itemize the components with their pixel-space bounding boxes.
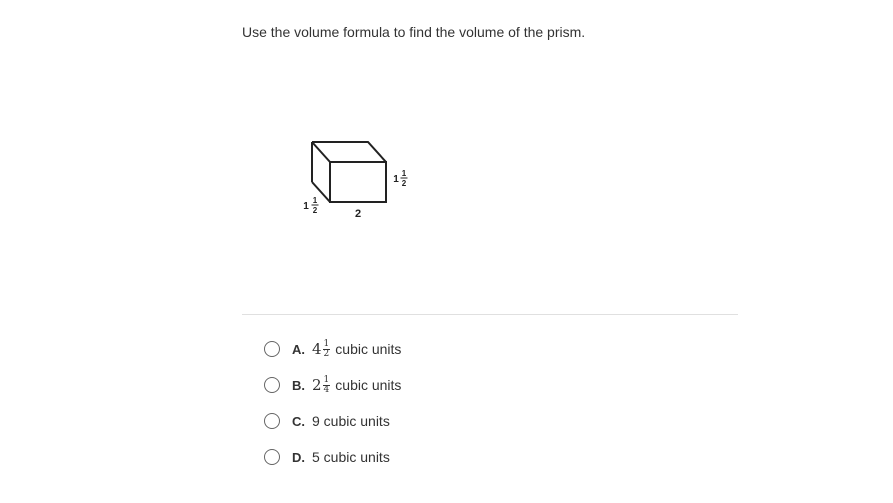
choice-c[interactable] (264, 410, 390, 432)
choice-d-answer: 5 cubic units (312, 449, 390, 465)
choice-letter: D. (292, 449, 305, 465)
svg-text:1: 1 (303, 201, 309, 212)
choice-letter: C. (292, 413, 305, 429)
svg-text:2: 2 (312, 206, 318, 215)
choice-a-radio[interactable] (264, 341, 280, 357)
choice-c-radio[interactable] (264, 413, 280, 429)
height-label (393, 169, 407, 188)
choice-d-radio[interactable] (264, 449, 280, 465)
depth-label (303, 196, 318, 215)
width-label: 2 (354, 208, 362, 220)
choice-b-answer: 2 $\frac{1}{4}$ cubic units (312, 374, 402, 395)
choice-a[interactable] (264, 338, 401, 360)
svg-text:1: 1 (312, 196, 318, 205)
section-divider (242, 314, 738, 315)
choice-c-answer: 9 cubic units (312, 413, 390, 429)
prism-diagram (296, 130, 416, 230)
fraction: $\frac{1}{4}$ (323, 374, 330, 395)
fraction: $\frac{1}{2}$ (323, 338, 330, 359)
svg-text:2: 2 (401, 179, 407, 188)
prism-top-edges (312, 142, 386, 162)
choice-b[interactable] (264, 374, 401, 396)
prism-front-face (330, 162, 386, 202)
svg-text:1: 1 (393, 174, 399, 185)
choice-a-answer: 4 $\frac{1}{2}$ cubic units (312, 338, 402, 359)
choice-d[interactable] (264, 446, 390, 468)
choice-letter: A. (292, 341, 305, 357)
choice-letter: B. (292, 377, 305, 393)
svg-text:1: 1 (401, 169, 407, 178)
choice-b-radio[interactable] (264, 377, 280, 393)
question-text: Use the volume formula to find the volume of the prism. (242, 24, 586, 40)
prism-figure (296, 130, 416, 235)
